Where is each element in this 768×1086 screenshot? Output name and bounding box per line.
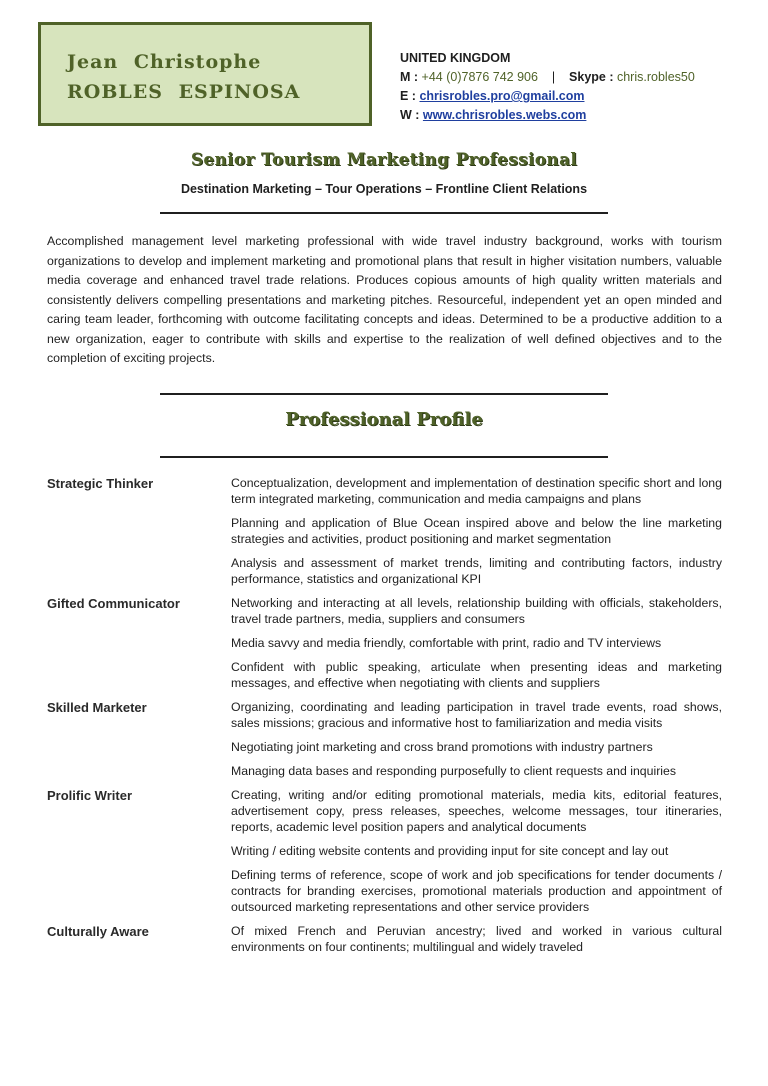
- category-item: Negotiating joint marketing and cross brand promotions with industry partners: [231, 740, 653, 754]
- subheadline: Destination Marketing – Tour Operations – Frontline Client Relations: [180, 182, 588, 196]
- category-items: [231, 923, 722, 963]
- first-name: Jean Christophe: [67, 51, 262, 73]
- professional-profile-list: [47, 475, 722, 963]
- category-items: [231, 595, 722, 699]
- headline: Senior Tourism Marketing Professional: [190, 150, 578, 170]
- skype-label: Skype :: [569, 70, 614, 84]
- category-item: Managing data bases and responding purposefully to client requests and inquiries: [231, 764, 677, 778]
- category-item: Analysis and assessment of market trends, limiting and contributing factors, industry performance, statistics and organizational KPI: [231, 556, 722, 586]
- mobile-label: M :: [400, 70, 419, 84]
- email-link[interactable]: chrisrobles.pro@gmail.com: [419, 89, 585, 103]
- category-label: Skilled Marketer: [47, 700, 147, 715]
- last-name: ROBLES ESPINOSA: [67, 81, 301, 103]
- profile-category: [47, 595, 722, 699]
- separator: |: [551, 70, 556, 84]
- email-label: E :: [400, 89, 416, 103]
- category-item: Conceptualization, development and implementation of destination specific short and long term integrated marketing, communication and media campaigns and plans: [231, 476, 722, 506]
- category-item: Writing / editing website contents and providing input for site concept and lay out: [231, 844, 669, 858]
- divider: [160, 456, 608, 458]
- category-items: [231, 787, 722, 923]
- category-item: Defining terms of reference, scope of work and job specifications for tender documents / contracts for branding exercises, promotional materials production and appointment of outsourced marketing representations and other service providers: [231, 868, 722, 914]
- profile-category: [47, 475, 722, 595]
- summary-paragraph: Accomplished management level marketing professional with wide travel industry background, works with tourism organizations to develop and implement marketing and promotional plans that result in higher visitation numbers, valuable media coverage and enhanced travel trade relations. Produces copious amounts of high quality written materials and consistently delivers compelling presentations and marketing pitches. Resourceful, independent yet an open minded and caring team leader, forthcoming with outcome facilitating concepts and ideas. Determined to be a productive addition to a new organization, eager to contribute with skills and expertise to the realization of well defined objectives and to the completion of exciting projects.: [47, 234, 722, 365]
- category-item: Creating, writing and/or editing promotional materials, media kits, editorial features, advertisement copy, press releases, speeches, welcome messages, tour itineraries, reports, academic level position papers and analytical documents: [231, 788, 722, 834]
- website-link[interactable]: www.chrisrobles.webs.com: [422, 108, 587, 122]
- category-item: Organizing, coordinating and leading participation in travel trade events, road shows, sales missions; gracious and informative host to familiarization and media visits: [231, 700, 722, 730]
- category-item: Planning and application of Blue Ocean inspired above and below the line marketing strategies and activities, product positioning and market segmentation: [231, 516, 722, 546]
- skype-value: chris.robles50: [616, 70, 695, 84]
- category-item: Media savvy and media friendly, comfortable with print, radio and TV interviews: [231, 636, 662, 650]
- mobile-value: +44 (0)7876 742 906: [421, 70, 538, 84]
- category-label: Culturally Aware: [47, 924, 149, 939]
- profile-category: [47, 699, 722, 787]
- divider: [160, 393, 608, 395]
- divider: [160, 212, 608, 214]
- section-title-professional-profile: Professional Profile: [285, 409, 483, 430]
- web-label: W :: [400, 108, 420, 122]
- category-item: Confident with public speaking, articulate when presenting ideas and marketing messages, and effective when negotiating with clients and suppliers: [231, 660, 722, 690]
- category-label: Strategic Thinker: [47, 476, 154, 491]
- profile-category: [47, 923, 722, 963]
- category-items: [231, 475, 722, 595]
- category-items: [231, 699, 722, 787]
- category-label: Prolific Writer: [47, 788, 133, 803]
- contact-block: [400, 49, 695, 125]
- web-row: [400, 106, 695, 125]
- category-item: Networking and interacting at all levels, relationship building with officials, stakeholders, travel trade partners, media, suppliers and consumers: [231, 596, 722, 626]
- country: UNITED KINGDOM: [400, 51, 511, 65]
- category-item: Of mixed French and Peruvian ancestry; lived and worked in various cultural environments on four continents; multilingual and widely traveled: [231, 924, 722, 954]
- category-label: Gifted Communicator: [47, 596, 180, 611]
- name-box: [38, 22, 372, 126]
- profile-category: [47, 787, 722, 923]
- phone-skype-row: [400, 68, 695, 87]
- email-row: [400, 87, 695, 106]
